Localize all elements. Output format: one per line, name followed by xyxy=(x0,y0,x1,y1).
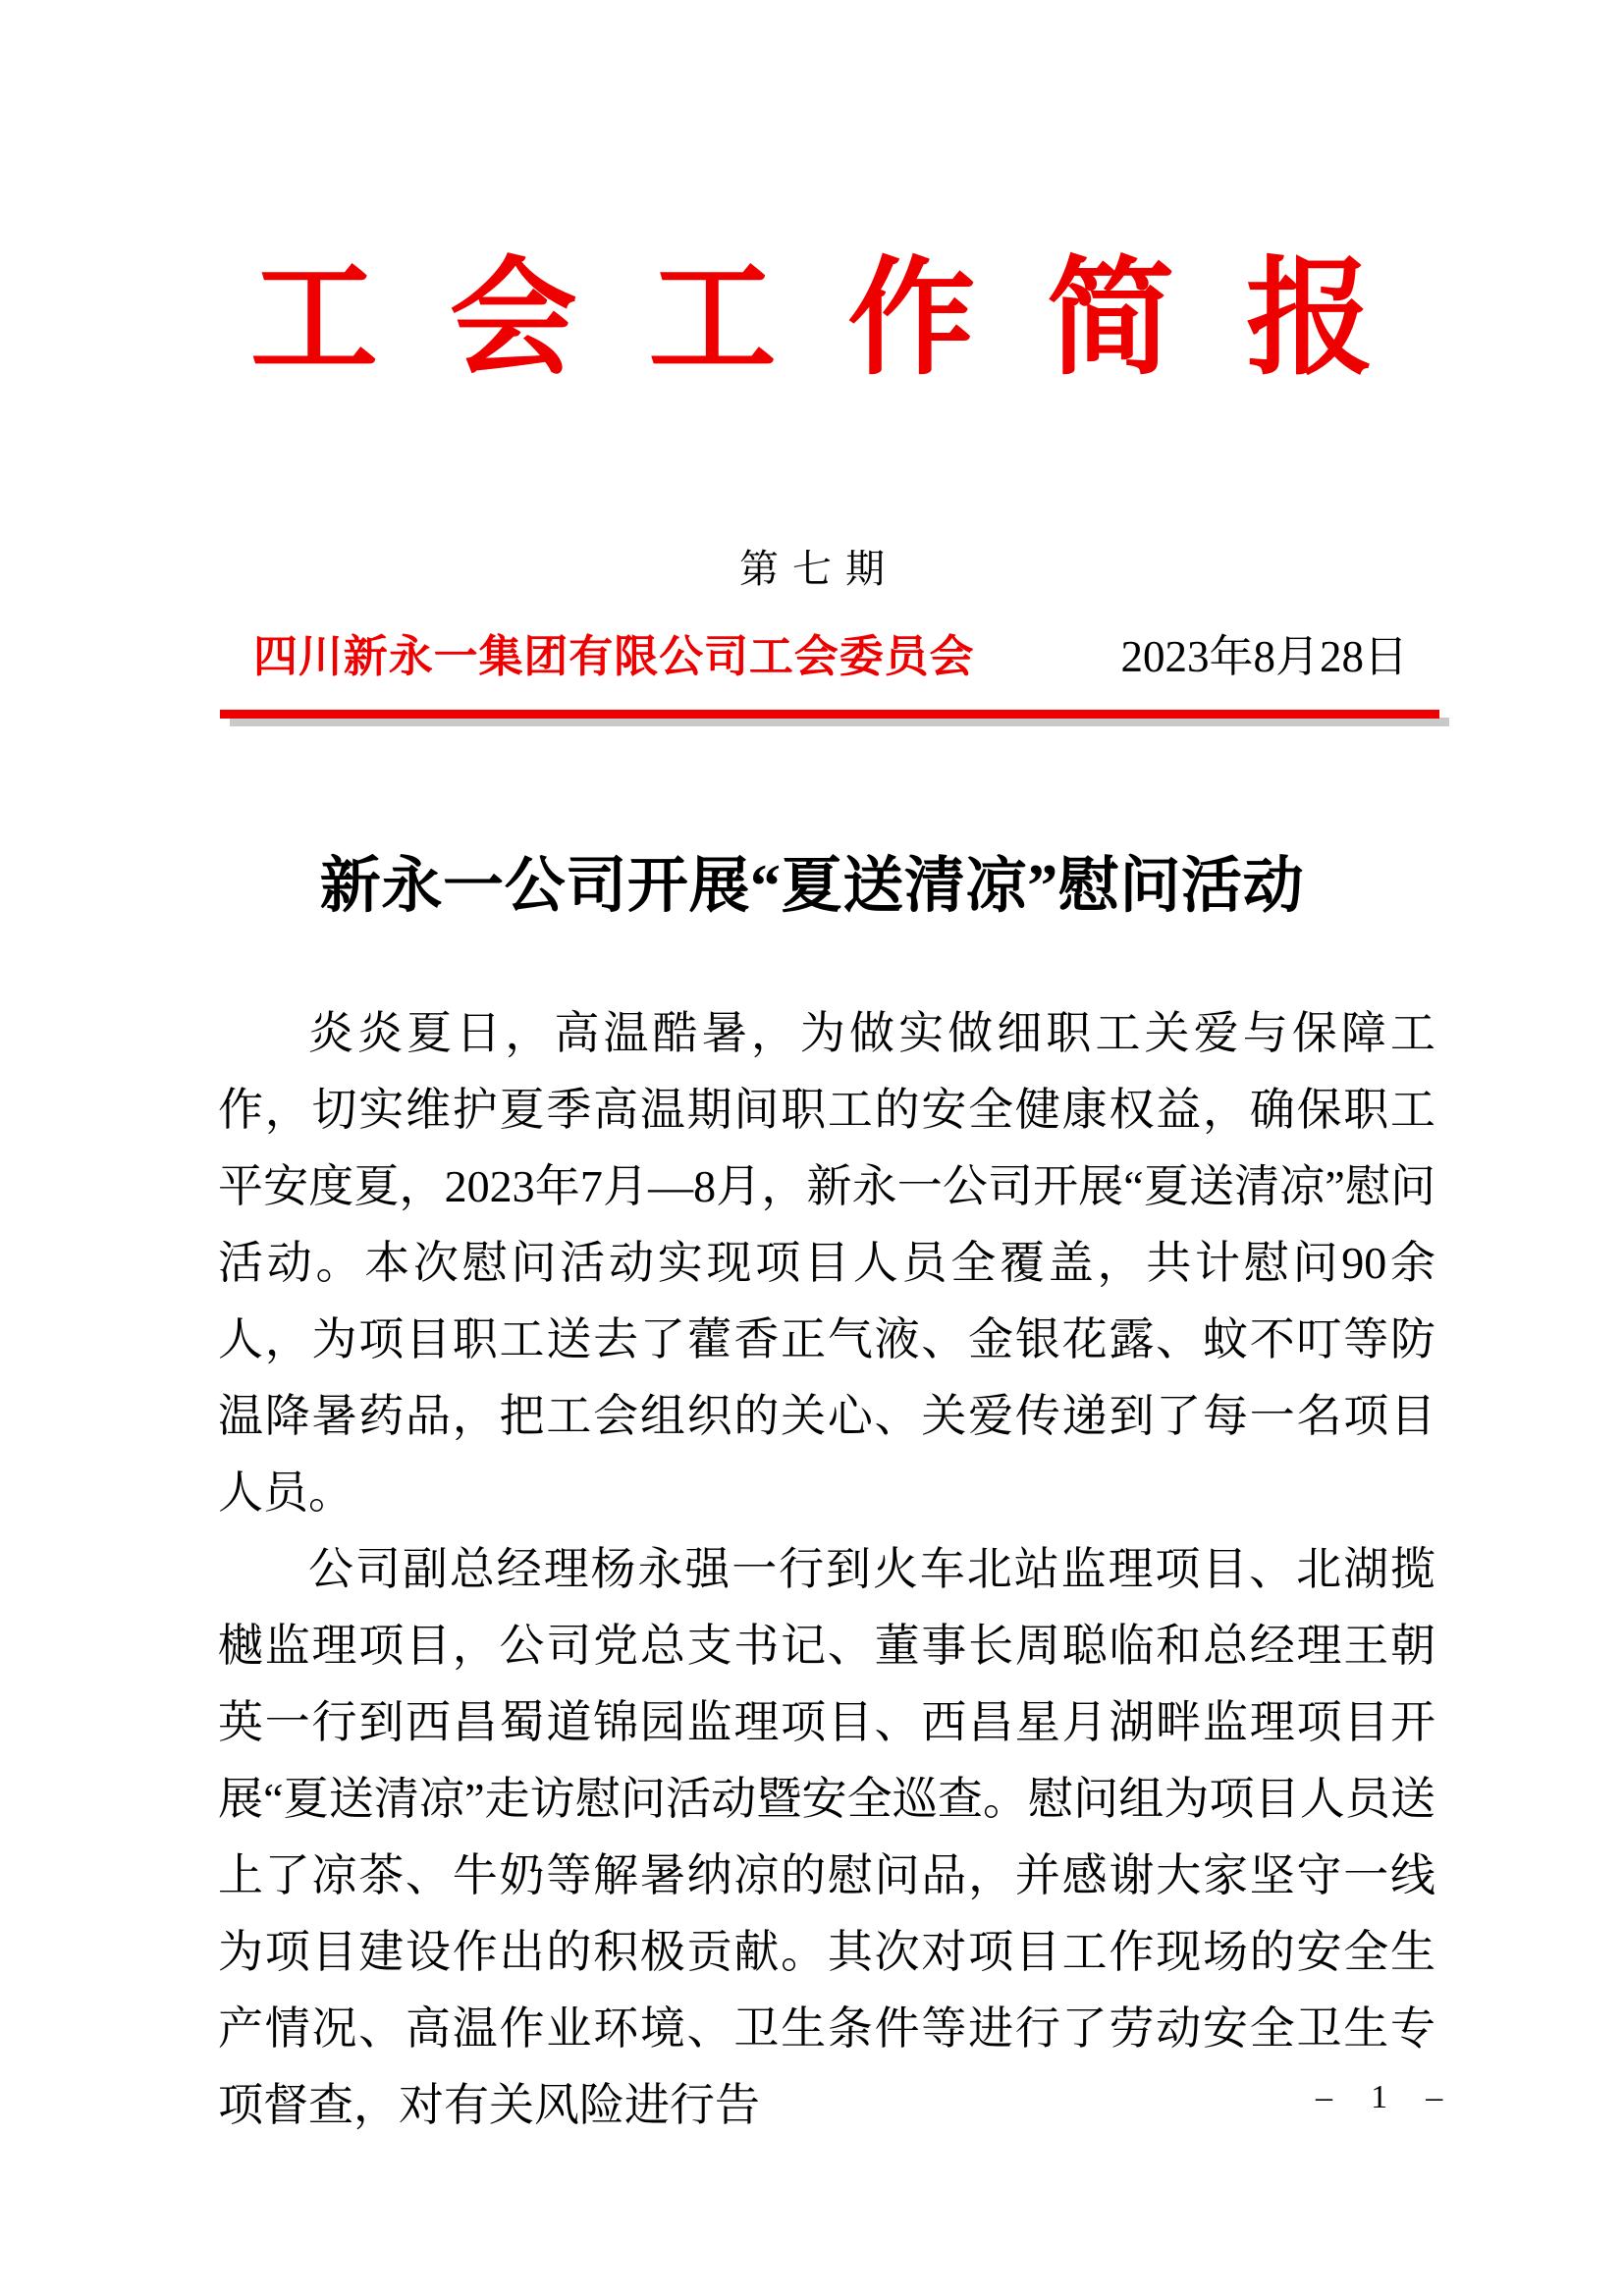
article-paragraph-1: 炎炎夏日，高温酷暑，为做实做细职工关爱与保障工作，切实维护夏季高温期间职工的安全健康权益，确保职工平安度夏，2023年7月—8月，新永一公司开展“夏送清凉”慰问活动。本次慰问活动实现项目人员全覆盖，共计慰问90余人，为项目职工送去了藿香正气液、金银花露、蚊不叮等防温降暑药品，把工会组织的关心、关爱传递到了每一名项目人员。 xyxy=(218,1008,1435,1518)
issue-number: 第七期 xyxy=(739,547,898,591)
org-date-row xyxy=(218,620,1437,684)
article-paragraph-2: 公司副总经理杨永强一行到火车北站监理项目、北湖揽樾监理项目，公司党总支书记、董事长周聪临和总经理王朝英一行到西昌蜀道锦园监理项目、西昌星月湖畔监理项目开展“夏送清凉”走访慰问活动暨安全巡查。慰问组为项目人员送上了凉茶、牛奶等解暑纳凉的慰问品，并感谢大家坚守一线为项目建设作出的积极贡献。其次对项目工作现场的安全生产情况、高温作业环境、卫生条件等进行了劳动安全卫生专项督查，对有关风险进行告 xyxy=(218,1544,1435,2130)
masthead-title: 工会工作简报 xyxy=(249,249,1445,391)
issue-date: 2023年8月28日 xyxy=(1120,632,1408,681)
masthead-divider-rule xyxy=(220,710,1439,719)
organization-name: 四川新永一集团有限公司工会委员会 xyxy=(253,632,975,681)
page-number: – 1 – xyxy=(1316,2079,1458,2115)
article-title: 新永一公司开展“夏送清凉”慰问活动 xyxy=(319,853,1305,920)
article-body xyxy=(218,995,1435,2144)
